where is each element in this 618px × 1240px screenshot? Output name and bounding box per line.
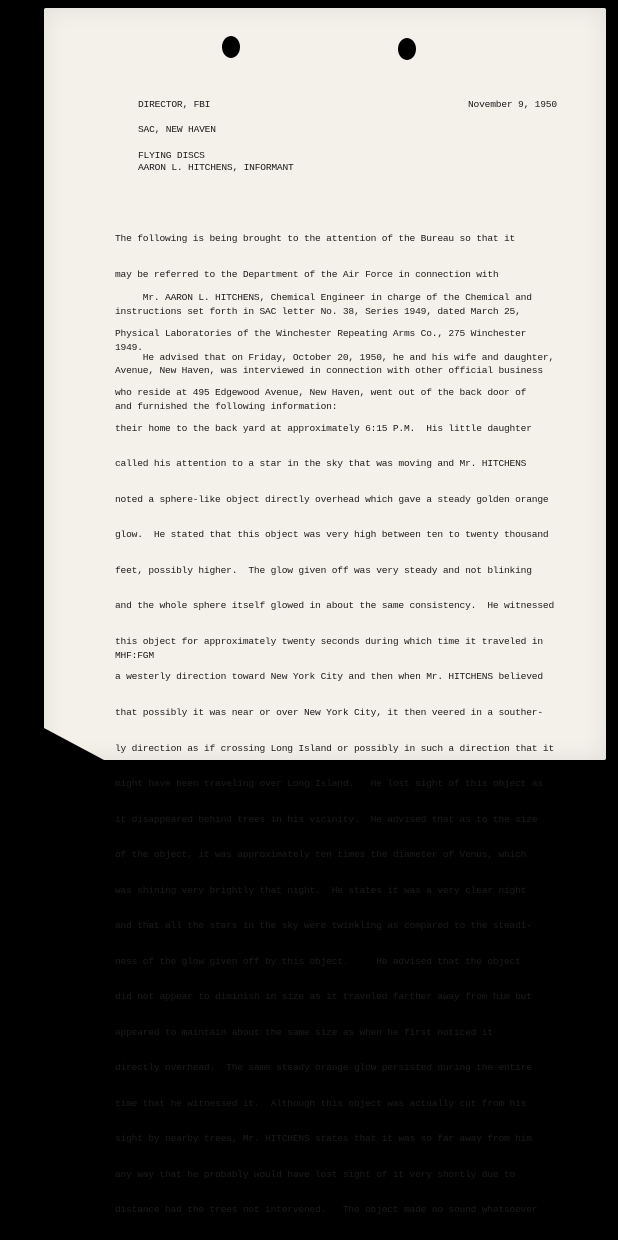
text-line: instructions set forth in SAC letter No. 38, Series 1949, dated March 25, xyxy=(115,305,521,317)
text-line: appeared to maintain about the same size as when he first noticed it xyxy=(115,1026,493,1038)
punch-hole-right xyxy=(398,38,416,60)
text-line: this object for approximately twenty seconds during which time it traveled in xyxy=(115,635,543,647)
text-line: Mr. AARON L. HITCHENS, Chemical Engineer in charge of the Chemical and xyxy=(115,292,532,304)
document-page xyxy=(44,8,606,1216)
text-line: glow. He stated that this object was very high between ten to twenty thousand xyxy=(115,529,549,541)
typist-initials: MHF:FGM xyxy=(115,650,154,661)
text-line: 1949. xyxy=(115,342,143,354)
subject-line-2: AARON L. HITCHENS, INFORMANT xyxy=(138,162,294,173)
text-line: who reside at 495 Edgewood Avenue, New Haven, went out of the back door of xyxy=(115,387,527,399)
text-line: The following is being brought to the attention of the Bureau so that it xyxy=(115,233,516,245)
text-line: that possibly it was near or over New York City, it then veered in a souther- xyxy=(115,707,543,718)
subject-line-1: FLYING DISCS xyxy=(138,150,205,161)
punch-hole-left xyxy=(222,36,240,58)
text-line: was shining very brightly that night. He states it was a very clear night xyxy=(115,884,527,896)
torn-corner xyxy=(44,728,104,760)
sender-line: SAC, NEW HAVEN xyxy=(138,124,216,135)
text-line: sight by nearby trees, Mr. HITCHENS states that it was so far away from him xyxy=(115,1133,532,1145)
text-line: it disappeared behind trees in his vicinity. He advised that as to the size xyxy=(115,813,538,825)
text-line: directly overhead. The same steady orange glow persisted during the entire xyxy=(115,1062,532,1074)
text-line: of the object, it was approximately ten times the diameter of Venus, which xyxy=(115,849,527,861)
text-line: time that he witnessed it. Although this object was actually cut from his xyxy=(115,1097,527,1109)
text-line: a westerly direction toward New York City and then when Mr. HITCHENS believed xyxy=(115,671,543,683)
text-line: may be referred to the Department of the Air Force in connection with xyxy=(115,269,499,281)
text-line: ly direction as if crossing Long Island or possibly in such a direction that it xyxy=(115,742,555,754)
text-line: feet, possibly higher. The glow given off was very steady and not blinking xyxy=(115,564,532,576)
text-line: distance had the trees not intervened. The object made no sound whatsoever xyxy=(115,1204,538,1216)
text-line: and that all the stars in the sky were twinkling as compared to the steadi- xyxy=(115,920,532,932)
letter-date: November 9, 1950 xyxy=(468,99,557,110)
text-line: ness of the glow given off by this object. He advised that the object xyxy=(115,955,521,967)
text-line: Avenue, New Haven, was interviewed in connection with other official business xyxy=(115,364,543,376)
text-line: did not appear to diminish in size as it traveled farther away from him but xyxy=(115,991,532,1003)
text-line: their home to the back yard at approximately 6:15 P.M. His little daughter xyxy=(115,422,532,434)
recipient-line: DIRECTOR, FBI xyxy=(138,99,211,110)
text-line: He advised that on Friday, October 20, 1950, he and his wife and daughter, xyxy=(115,351,555,363)
text-line: any way that he probably would have lost sight of it very shortly due to xyxy=(115,1168,516,1180)
text-line: and furnished the following information: xyxy=(115,401,338,413)
text-line: Physical Laboratories of the Winchester Repeating Arms Co., 275 Winchester xyxy=(115,328,527,340)
text-line: and the whole sphere itself glowed in about the same consistency. He witnessed xyxy=(115,600,555,612)
text-line: might have been traveling over Long Island. He lost sight of this object as xyxy=(115,778,543,790)
text-line: called his attention to a star in the sky that was moving and Mr. HITCHENS xyxy=(115,458,527,470)
paragraph-sighting xyxy=(115,328,554,1240)
text-line: noted a sphere-like object directly overhead which gave a steady golden orange xyxy=(115,493,549,505)
